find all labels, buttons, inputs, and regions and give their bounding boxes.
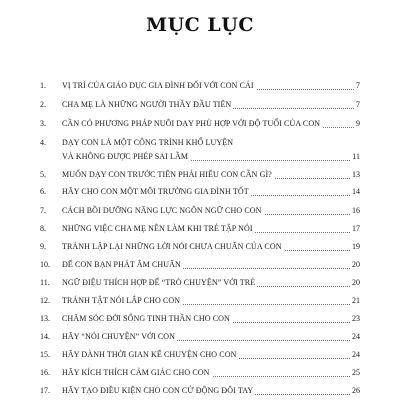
toc-entry-page: 21	[352, 296, 360, 305]
toc-entry-number: 7.	[40, 206, 46, 215]
toc-entry-number: 6.	[40, 187, 46, 196]
toc-entry-title: VỊ TRÍ CỦA GIÁO DỤC GIA ĐÌNH ĐỐI VỚI CON CÁI	[62, 81, 254, 90]
toc-entry-number: 10.	[40, 260, 50, 269]
toc-entry-continuation	[0, 151, 400, 163]
toc-entry	[0, 367, 400, 379]
toc-entry-number: 13.	[40, 314, 50, 323]
toc-entry-page: 25	[352, 368, 360, 377]
toc-entry-page: 24	[352, 332, 360, 341]
toc-entry-title: CÁCH BỒI DƯỠNG NĂNG LỰC NGÔN NGỮ CHO CON	[62, 206, 262, 215]
toc-entry	[0, 295, 400, 307]
toc-entry	[0, 186, 400, 198]
toc-entry-number: 12.	[40, 296, 50, 305]
toc-entry-page: 11	[352, 152, 360, 161]
toc-entry	[0, 241, 400, 253]
toc-entry-number: 8.	[40, 224, 46, 233]
toc-entry	[0, 331, 400, 343]
toc-entry-page: 20	[352, 260, 360, 269]
toc-entry-title: CHĂM SÓC ĐỜI SỐNG TINH THẦN CHO CON	[62, 314, 230, 323]
toc-entry-title: HÃY “NÓI CHUYỆN” VỚI CON	[62, 332, 176, 341]
toc-entry-number: 14.	[40, 332, 50, 341]
toc-entry-page: 26	[352, 386, 360, 395]
toc-entry	[0, 259, 400, 271]
toc-entry-number: 17.	[40, 386, 50, 395]
toc-entry-title: MUỐN DẠY CON TRƯỚC TIÊN PHẢI HIỂU CON CẦN GÌ?	[62, 170, 272, 179]
toc-entry-title: CẦN CÓ PHƯƠNG PHÁP NUÔI DẠY PHÙ HỢP VỚI ĐỘ TUỔI CỦA CON	[62, 119, 321, 128]
toc-entry-title: TRÁNH TẬT NÓI LẮP CHO CON	[62, 296, 181, 305]
toc-entry-title: DẠY CON LÀ MỘT CÔNG TRÌNH KHỔ LUYỆN	[62, 138, 234, 147]
toc-entry	[0, 137, 400, 149]
toc-entry	[0, 385, 400, 397]
toc-entry-title: NHỮNG VIỆC CHA MẸ NÊN LÀM KHI TRẺ TẬP NÓI	[62, 224, 253, 233]
toc-entry-title: HÃY KÍCH THÍCH CẢM GIÁC CHO CON	[62, 368, 210, 377]
toc-entry	[0, 169, 400, 181]
toc-entry-number: 5.	[40, 170, 46, 179]
toc-entry-page: 7	[356, 81, 360, 90]
toc-entry	[0, 277, 400, 289]
toc-entry-title: TRÁNH LẶP LẠI NHỮNG LỜI NÓI CHƯA CHUẨN CỦA CON	[62, 242, 282, 251]
toc-entry-number: 16.	[40, 368, 50, 377]
toc-entry-page: 19	[352, 242, 360, 251]
toc-entry	[0, 313, 400, 325]
toc-entry-title-line2: VÀ KHÔNG ĐƯỢC PHÉP SAI LẦM	[62, 152, 189, 161]
toc-entry	[0, 99, 400, 111]
toc-entry-page: 13	[352, 170, 360, 179]
toc-entry-page: 17	[352, 224, 360, 233]
toc-entry-number: 11.	[40, 278, 50, 287]
toc-entry	[0, 80, 400, 92]
toc-entry-page: 23	[352, 314, 360, 323]
toc-entry-title: HÃY TẠO ĐIỀU KIỆN CHO CON CỬ ĐỘNG ĐÔI TAY	[62, 386, 254, 395]
toc-entry-title: NGỮ ĐIỆU THÍCH HỢP ĐỂ “TRÒ CHUYỆN” VỚI TRẺ	[62, 278, 256, 287]
toc-entry-page: 14	[352, 187, 360, 196]
toc-entry-page: 16	[352, 206, 360, 215]
toc-entry-title: CHA MẸ LÀ NHỮNG NGƯỜI THẦY ĐẦU TIÊN	[62, 100, 232, 109]
toc-entry	[0, 223, 400, 235]
toc-entry-number: 15.	[40, 350, 50, 359]
toc-entry-page: 9	[356, 119, 360, 128]
page-title: MỤC LỤC	[146, 14, 254, 36]
toc-entry-page: 20	[352, 278, 360, 287]
toc-entry-number: 3.	[40, 119, 46, 128]
toc-entry	[0, 118, 400, 130]
toc-entry-number: 4.	[40, 138, 46, 147]
toc-entry-number: 2.	[40, 100, 46, 109]
toc-entry-page: 24	[352, 350, 360, 359]
toc-entry-number: 9.	[40, 242, 46, 251]
toc-entry-title: ĐỂ CON BẠN PHÁT ÂM CHUẨN	[62, 260, 181, 269]
toc-entry-title: HÃY CHO CON MỘT MÔI TRƯỜNG GIA ĐÌNH TỐT	[62, 187, 249, 196]
toc-entry-page: 7	[356, 100, 360, 109]
toc-entry	[0, 349, 400, 361]
toc-entry-title: HÃY DÀNH THỜI GIAN KỂ CHUYỆN CHO CON	[62, 350, 237, 359]
toc-entry-number: 1.	[40, 81, 46, 90]
toc-entry	[0, 205, 400, 217]
